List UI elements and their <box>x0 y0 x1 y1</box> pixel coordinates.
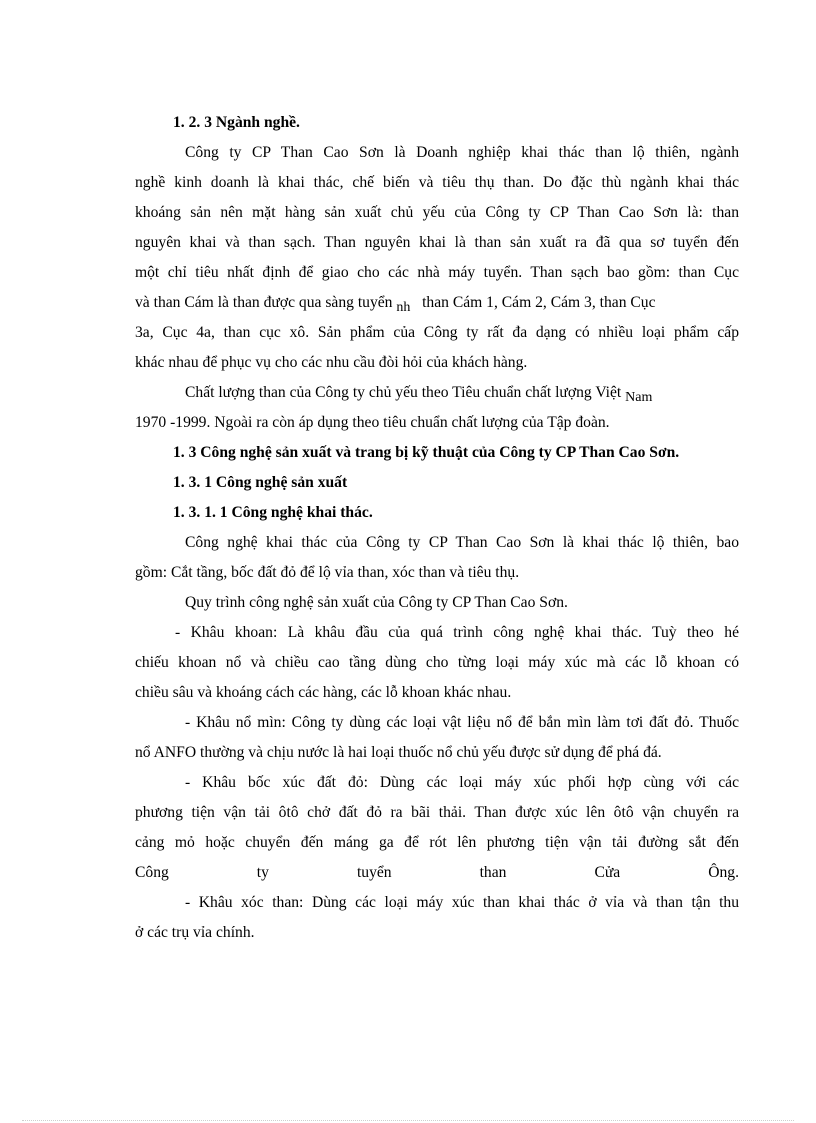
text-line: - Khâu xóc than: Dùng các loại máy xúc than khai thác ở vỉa và than tận thu <box>185 894 739 911</box>
text-line: Công nghệ khai thác của Công ty CP Than Cao Sơn là khai thác lộ thiên, bao <box>185 534 739 551</box>
text-fragment: nh <box>396 300 411 315</box>
text-segment: và than Cám là than được qua sàng tuyển <box>135 294 393 311</box>
paragraph-quality <box>135 378 739 438</box>
text-line: 1970 -1999. Ngoài ra còn áp dụng theo tiêu chuẩn chất lượng của Tập đoàn. <box>135 414 610 431</box>
text-line: nổ ANFO thường và chịu nước là hai loại thuốc nổ chủ yếu được sử dụng để phá đá. <box>135 744 662 761</box>
paragraph-process <box>135 588 739 618</box>
text-line <box>135 378 739 408</box>
text-line: chiều sâu và khoáng cách các hàng, các lỗ khoan khác nhau. <box>135 684 512 701</box>
text-fragment: Nam <box>625 390 653 405</box>
text-line: nghề kinh doanh là khai thác, chế biến và tiêu thụ than. Do đặc thù ngành khai thác <box>135 174 739 191</box>
paragraph-mining-technology <box>135 528 739 588</box>
page-bottom-border <box>22 1120 794 1121</box>
document-body <box>135 108 739 948</box>
text-line: phương tiện vận tải ôtô chở đất đỏ ra bãi thải. Than được xúc lên ôtô vận chuyển ra <box>135 804 739 821</box>
text-line: gồm: Cắt tầng, bốc đất đỏ để lộ vỉa than, xóc than và tiêu thụ. <box>135 564 520 581</box>
paragraph-drilling <box>135 618 739 708</box>
text-line: Công ty CP Than Cao Sơn là Doanh nghiệp khai thác than lộ thiên, ngành <box>185 144 739 161</box>
text-segment: Chất lượng than của Công ty chủ yếu theo Tiêu chuẩn chất lượng Việt <box>185 384 622 401</box>
heading-1-2-3: 1. 2. 3 Ngành nghề. <box>173 114 300 131</box>
paragraph-blasting <box>135 708 739 768</box>
heading-1-3-1-1: 1. 3. 1. 1 Công nghệ khai thác. <box>173 504 373 521</box>
text-line: ở các trụ vỉa chính. <box>135 924 255 941</box>
text-line: khác nhau để phục vụ cho các nhu cầu đòi hỏi của khách hàng. <box>135 354 528 371</box>
paragraph-coal-loading <box>135 888 739 948</box>
text-line: chiếu khoan nổ và chiều cao tầng dùng cho từng loại máy xúc mà các lỗ khoan có <box>135 654 739 671</box>
text-line: nguyên khai và than sạch. Than nguyên khai là than sản xuất ra đã qua sơ tuyển đến <box>135 234 739 251</box>
text-line: Công ty tuyển than Cửa Ông. <box>135 864 739 881</box>
text-line: khoáng sản nên mặt hàng sản xuất chủ yếu của Công ty CP Than Cao Sơn là: than <box>135 204 739 221</box>
heading-1-3: 1. 3 Công nghệ sản xuất và trang bị kỹ thuật của Công ty CP Than Cao Sơn. <box>173 444 680 461</box>
heading-1-3-1: 1. 3. 1 Công nghệ sản xuất <box>173 474 348 491</box>
text-line: 3a, Cục 4a, than cục xô. Sản phẩm của Công ty rất đa dạng có nhiều loại phẩm cấp <box>135 324 739 341</box>
paragraph-industry <box>135 138 739 378</box>
text-segment: than Cám 1, Cám 2, Cám 3, than Cục <box>422 294 656 311</box>
text-line: - Khâu bốc xúc đất đỏ: Dùng các loại máy xúc phối hợp cùng với các <box>185 774 739 791</box>
text-line: - Khâu khoan: Là khâu đầu của quá trình công nghệ khai thác. Tuỳ theo hé <box>175 624 739 641</box>
text-line <box>135 288 739 318</box>
text-line: cảng mỏ hoặc chuyển đến máng ga để rót lên phương tiện vận tải đường sắt đến <box>135 834 739 851</box>
text-line: một chỉ tiêu nhất định để giao cho các nhà máy tuyển. Than sạch bao gồm: than Cục <box>135 264 739 281</box>
paragraph-overburden <box>135 768 739 888</box>
text-line: - Khâu nổ mìn: Công ty dùng các loại vật liệu nổ để bắn mìn làm tơi đất đỏ. Thuốc <box>185 714 739 731</box>
text-line: Quy trình công nghệ sản xuất của Công ty CP Than Cao Sơn. <box>185 594 568 611</box>
